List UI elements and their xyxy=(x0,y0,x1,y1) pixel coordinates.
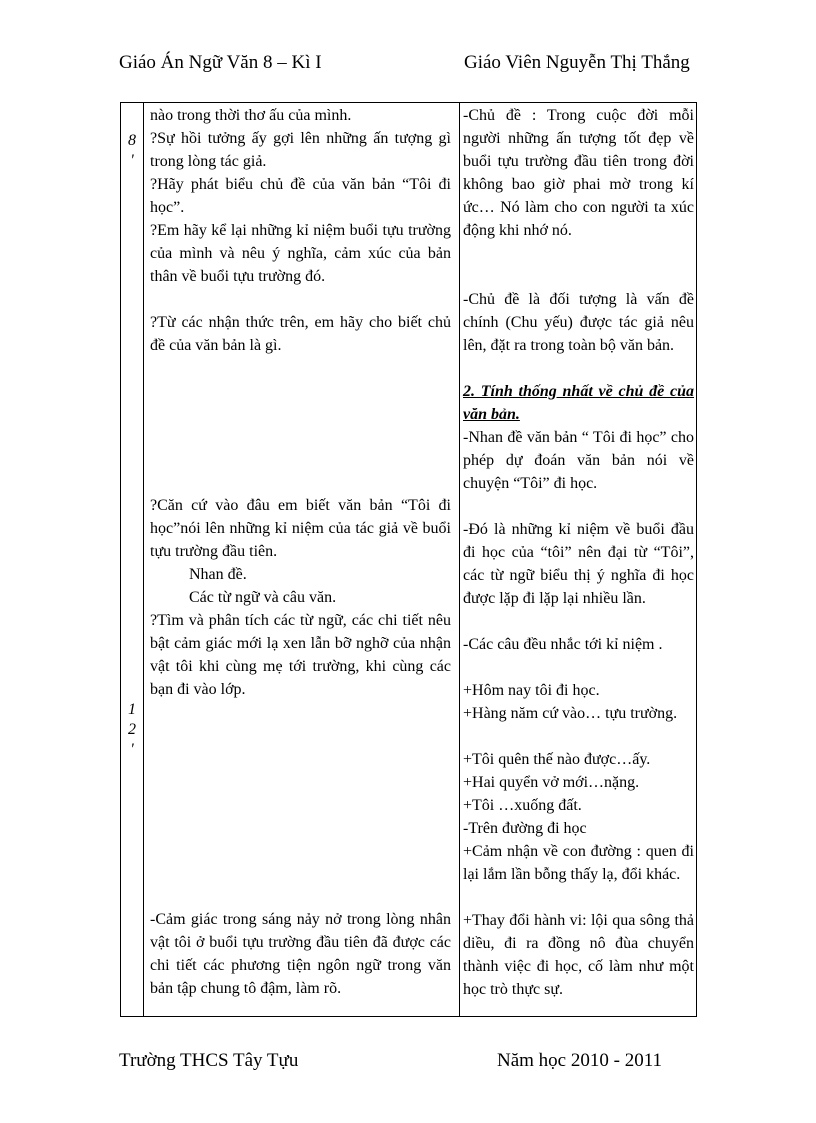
question-text: ?Hãy phát biểu chủ đề của văn bản “Tôi đi học”. xyxy=(150,176,451,216)
answer-text: -Chủ đề là đối tượng là vấn đề chính (Chu yếu) được tác giả nêu lên, đặt ra trong toàn bộ văn bản. xyxy=(463,291,694,354)
question-text: ?Tìm và phân tích các từ ngữ, các chi tiết nêu bật cảm giác mới lạ xen lẫn bỡ nghỡ của nhận vật tôi khi cùng mẹ tới trường, khi cùng các bạn đi vào lớp. xyxy=(150,612,451,698)
question-text: Nhan đề. xyxy=(189,566,247,583)
section-heading: 2. Tính thống nhất về chủ đề của văn bản. xyxy=(463,383,694,423)
column-divider xyxy=(459,103,460,1016)
answer-text: +Thay đổi hành vi: lội qua sông thả diều, đi ra đồng nô đùa chuyển thành việc đi học, cố làm như một học trò thực sự. xyxy=(463,912,694,998)
question-text: ?Em hãy kể lại những kỉ niệm buổi tựu trường của mình và nêu ý nghĩa, cảm xúc của bản thân về buổi tựu trường đó. xyxy=(150,222,451,285)
column-divider xyxy=(143,103,144,1016)
footer-left: Trường THCS Tây Tựu xyxy=(119,1050,299,1071)
question-text: ?Sự hồi tưởng ấy gợi lên những ấn tượng gì trong lòng tác giả. xyxy=(150,130,451,170)
question-text: ?Từ các nhận thức trên, em hãy cho biết chủ đề của văn bản là gì. xyxy=(150,314,451,354)
time-minute-mark: ' xyxy=(130,741,134,758)
answer-text: -Nhan đề văn bản “ Tôi đi học” cho phép dự đoán văn bản nói về chuyện “Tôi” đi học. xyxy=(463,429,694,492)
header-left: Giáo Án Ngữ Văn 8 – Kì I xyxy=(119,52,322,73)
question-text: ?Căn cứ vào đâu em biết văn bản “Tôi đi học”nói lên những kỉ niệm của tác giả về buổi tựu trường đầu tiên. xyxy=(150,497,451,560)
time-marker-12 xyxy=(121,700,143,760)
answer-text: -Trên đường đi học xyxy=(463,820,587,837)
answer-text: -Đó là những kỉ niệm về buổi đầu đi học của “tôi” nên đại từ “Tôi”, các từ ngữ biểu thị ý nghĩa đi học được lặp đi lặp lại nhiều lần. xyxy=(463,521,694,607)
time-minute-mark: ' xyxy=(130,152,134,169)
answer-text: -Các câu đều nhắc tới kỉ niệm . xyxy=(463,636,663,653)
answer-text: +Cảm nhận về con đường : quen đi lại lắm lần bỗng thấy lạ, đổi khác. xyxy=(463,843,694,883)
answer-text: +Hai quyển vở mới…nặng. xyxy=(463,774,640,791)
lesson-table xyxy=(120,102,697,1017)
header-right: Giáo Viên Nguyễn Thị Thắng xyxy=(464,52,690,73)
question-text: Các từ ngữ và câu văn. xyxy=(189,589,337,606)
question-text: nào trong thời thơ ấu của mình. xyxy=(150,107,352,124)
answer-text: +Tôi quên thế nào được…ấy. xyxy=(463,751,651,768)
question-text: -Cảm giác trong sáng nảy nở trong lòng nhân vật tôi ở buổi tựu trường đầu tiên đã được các chi tiết các phương tiện ngôn ngữ trong văn bản tập chung tô đậm, làm rõ. xyxy=(150,911,451,997)
answer-text: +Tôi …xuống đất. xyxy=(463,797,582,814)
time-digit: 1 xyxy=(128,701,136,718)
time-marker-8 xyxy=(121,131,143,171)
answer-text: +Hôm nay tôi đi học. xyxy=(463,682,600,699)
time-digit: 2 xyxy=(128,721,136,738)
footer-right: Năm học 2010 - 2011 xyxy=(497,1050,662,1071)
answer-text: -Chủ đề : Trong cuộc đời mỗi người những ấn tượng tốt đẹp về buổi tựu trường đầu tiên trong đời không bao giờ phai mờ trong kí ức… Nó làm cho con người ta xúc động khi nhớ nó. xyxy=(463,107,694,239)
answer-text: +Hàng năm cứ vào… tựu trường. xyxy=(463,705,678,722)
time-digit: 8 xyxy=(128,132,136,149)
